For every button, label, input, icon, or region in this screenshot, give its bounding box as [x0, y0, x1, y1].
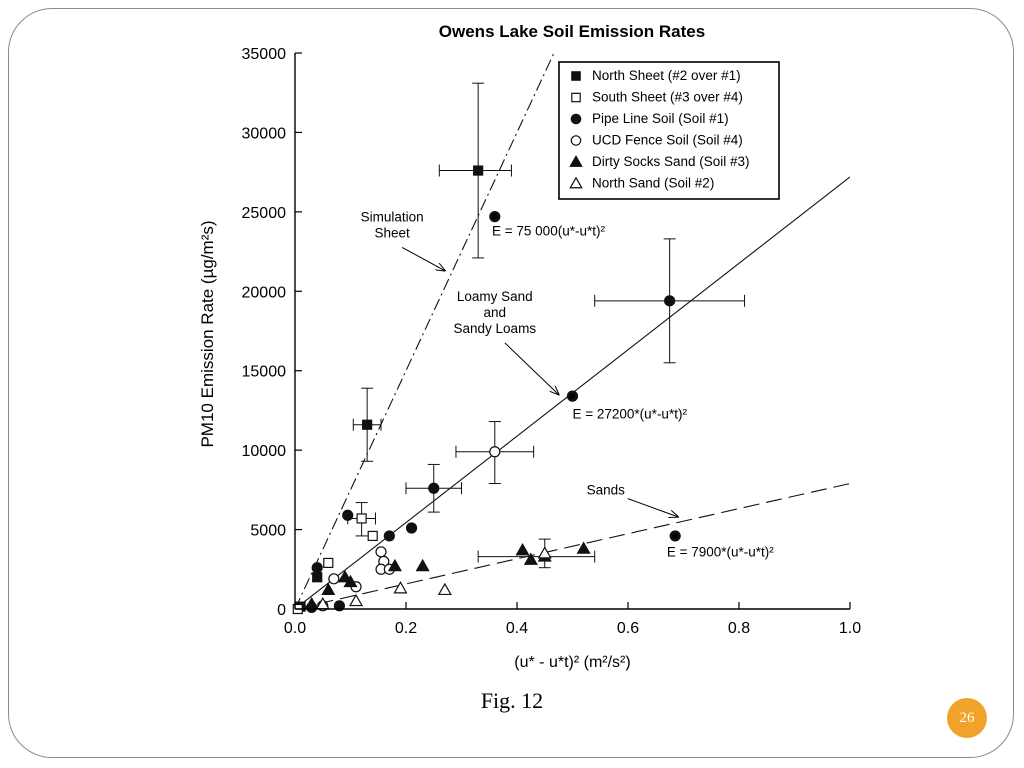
annotation-arrow: [505, 343, 559, 395]
legend-marker: [572, 93, 580, 101]
data-point: [343, 510, 353, 520]
annotation-label: and: [483, 304, 507, 320]
data-point: [363, 420, 372, 429]
annotation-arrow: [628, 499, 678, 517]
fit-equation: E = 27200*(u*-u*t)²: [572, 406, 687, 422]
legend-entry: North Sand (Soil #2): [592, 175, 715, 191]
data-point: [324, 558, 333, 567]
data-point: [490, 447, 500, 457]
data-point: [329, 574, 339, 584]
annotation-label: Sandy Loams: [453, 320, 537, 336]
legend-marker: [571, 136, 580, 145]
x-tick-label: 0.8: [727, 620, 751, 637]
data-point: [322, 584, 334, 595]
y-tick-label: 15000: [241, 363, 286, 381]
data-point: [525, 554, 537, 565]
data-point: [539, 547, 551, 558]
legend-marker: [572, 72, 580, 80]
data-point: [376, 547, 386, 557]
page-number-badge: 26: [947, 698, 987, 738]
data-point: [384, 531, 394, 541]
annotation-arrow: [402, 247, 445, 270]
data-point: [474, 166, 483, 175]
y-tick-label: 20000: [241, 284, 286, 302]
data-point: [439, 584, 451, 595]
x-tick-label: 0.6: [616, 620, 640, 637]
data-point: [313, 573, 322, 582]
legend-entry: Pipe Line Soil (Soil #1): [592, 111, 729, 126]
data-point: [517, 544, 529, 555]
x-tick-label: 1.0: [838, 620, 862, 637]
x-axis-label: (u* - u*t)² (m²/s²): [514, 654, 631, 671]
figure-caption: Fig. 12: [480, 688, 544, 713]
y-tick-label: 0: [277, 602, 286, 619]
equation-dot: [492, 214, 498, 220]
data-point: [357, 514, 366, 523]
data-point: [368, 531, 377, 540]
legend-entry: UCD Fence Soil (Soil #4): [592, 132, 743, 148]
equation-dot: [570, 393, 576, 399]
fit-equation: E = 75 000(u*-u*t)²: [492, 223, 605, 239]
data-point: [407, 523, 417, 533]
annotation-label: Loamy Sand: [456, 288, 533, 304]
data-point: [665, 296, 675, 306]
y-tick-label: 5000: [250, 522, 286, 540]
x-tick-label: 0.2: [394, 620, 418, 637]
x-tick-label: 0.0: [283, 620, 307, 637]
y-tick-label: 25000: [241, 204, 286, 222]
annotation-label: Sheet: [374, 225, 410, 241]
y-tick-label: 10000: [241, 443, 286, 461]
data-point: [312, 563, 322, 573]
equation-dot: [672, 533, 678, 539]
legend-entry: North Sheet (#2 over #1): [592, 68, 741, 83]
data-point: [394, 582, 406, 593]
y-axis-label: PM10 Emission Rate (µg/m²s): [198, 220, 217, 448]
y-tick-label: 30000: [241, 125, 286, 143]
legend-marker: [571, 114, 580, 123]
data-point: [417, 560, 429, 571]
legend-entry: Dirty Socks Sand (Soil #3): [592, 154, 750, 169]
fit-equation: E = 7900*(u*-u*t)²: [666, 544, 774, 560]
data-point: [429, 483, 439, 493]
x-tick-label: 0.4: [505, 620, 529, 637]
legend-entry: South Sheet (#3 over #4): [592, 89, 743, 105]
y-tick-label: 35000: [241, 46, 286, 63]
annotation-label: Simulation: [360, 209, 424, 225]
annotation-label: Sands: [586, 482, 625, 498]
chart-title: Owens Lake Soil Emission Rates: [438, 22, 706, 41]
